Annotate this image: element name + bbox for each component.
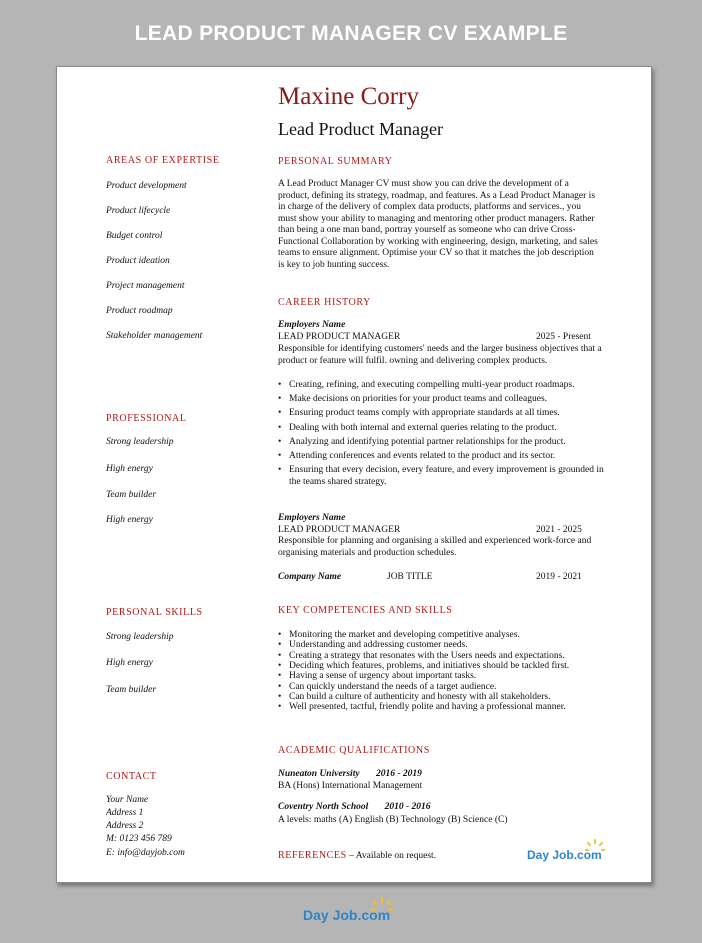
references-heading: REFERENCES [278,850,347,861]
academic-heading: ACADEMIC QUALIFICATIONS [278,745,430,756]
professional-item: High energy [106,464,153,474]
cv-page [56,66,652,883]
cv-name: Maxine Corry [278,83,419,110]
competency-item: • Creating a strategy that resonates with the Users needs and expectations. [278,651,613,663]
logo-main-text: Day Job [303,907,358,923]
job-1-employer: Employers Name [278,320,346,330]
summary-text: A Lead Product Manager CV must show you can drive the development of a product, defining its strategy, roadmap, and features. As a Lead Product Manager is in charge of the delivery of complex data products, platforms and services., you must show your ability to managing and mentoring other product managers. Rather than being a one man band, portray yourself as someone who can drive Cross-Functional Collaboration by working with engineering, design, marketing, and sales teams to ensure alignment. Optimise your CV so that it matches the job description is key to job hunting success. [278,179,598,270]
company-name: Company Name [278,572,342,582]
job-1-bullet: • Analyzing and identifying potential partner relationships for the product. [278,437,613,449]
edu-1-detail: BA (Hons) International Management [278,781,423,791]
edu-2-detail: A levels: maths (A) English (B) Technology (B) Science (C) [278,815,508,825]
professional-item: Team builder [106,490,157,500]
professional-item: High energy [106,515,153,525]
competency-item: • Understanding and addressing customer needs. [278,640,613,652]
edu-2-header [278,802,431,812]
job-1-bullets [278,380,613,491]
company-dates: 2019 - 2021 [536,572,582,582]
expertise-item: Stakeholder management [106,331,203,341]
expertise-item: Product development [106,181,187,191]
contact-address-1: Address 1 [106,808,144,818]
job-1-bullet: • Attending conferences and events related to the product and its sector. [278,451,613,463]
cv-role: Lead Product Manager [278,119,443,139]
contact-email: E: info@dayjob.com [106,848,185,858]
competencies-heading: KEY COMPETENCIES AND SKILLS [278,605,453,616]
competency-item: • Having a sense of urgency about important tasks. [278,671,613,683]
references-text: – Available on request. [349,851,437,861]
expertise-item: Product lifecycle [106,206,171,216]
job-1-bullet: • Creating, refining, and executing compelling multi-year product roadmaps. [278,380,613,392]
personal-skill-item: Team builder [106,685,157,695]
competency-item: • Monitoring the market and developing competitive analyses. [278,630,613,642]
contact-name: Your Name [106,795,149,805]
job-1-bullet: • Ensuring product teams comply with appropriate standards at all times. [278,408,613,420]
expertise-item: Budget control [106,231,163,241]
edu-1-header [278,769,422,779]
summary-heading: PERSONAL SUMMARY [278,156,393,167]
job-1-description: Responsible for identifying customers' needs and the larger business objectives that a product or feature will fulfil. owning and delivering complex products. [278,344,602,366]
edu-2-institution: Coventry North School [278,802,369,812]
job-2-title-line [278,525,608,535]
company-line [278,572,608,582]
expertise-item: Project management [106,281,185,291]
competencies-list [278,630,613,713]
contact-heading: CONTACT [106,771,157,782]
job-1-bullet: • Ensuring that every decision, every feature, and every improvement is grounded in the teams shared strategy. [278,465,613,488]
references [278,850,436,861]
personal-skill-item: Strong leadership [106,632,174,642]
competency-item: • Can quickly understand the needs of a target audience. [278,682,613,694]
competency-item: • Well presented, tactful, friendly polite and having a professional manner. [278,702,613,714]
contact-phone: M: 0123 456 789 [106,834,172,844]
logo-dot-text: .com [357,907,391,923]
job-1-bullet: • Dealing with both internal and external queries relating to the product. [278,423,613,435]
professional-heading: PROFESSIONAL [106,413,187,424]
job-2-dates: 2021 - 2025 [536,525,582,535]
career-heading: CAREER HISTORY [278,297,371,308]
competency-item: • Can build a culture of authenticity and honesty with all stakeholders. [278,692,613,704]
page-banner-title: LEAD PRODUCT MANAGER CV EXAMPLE [134,22,568,45]
personal-skill-item: High energy [106,658,153,668]
contact-address-2: Address 2 [106,821,144,831]
expertise-item: Product roadmap [106,306,173,316]
job-2-description: Responsible for planning and organising a skilled and experienced work-force and organising materials and production schedules. [278,536,592,558]
sun-icon [585,838,605,854]
job-1-dates: 2025 - Present [536,332,591,342]
company-job-title: JOB TITLE [387,572,433,582]
sun-icon [370,896,394,914]
job-1-title-line [278,332,608,342]
personal-skills-heading: PERSONAL SKILLS [106,607,203,618]
job-1-title: LEAD PRODUCT MANAGER [278,332,401,342]
expertise-heading: AREAS OF EXPERTISE [106,155,220,166]
edu-1-years: 2016 - 2019 [375,769,422,779]
logo-main-text: Day Job [527,848,574,862]
job-1-bullet: • Make decisions on priorities for your product teams and colleagues. [278,394,613,406]
job-2-title: LEAD PRODUCT MANAGER [278,525,401,535]
professional-item: Strong leadership [106,437,174,447]
edu-1-institution: Nuneaton University [278,769,360,779]
expertise-item: Product ideation [106,256,170,266]
edu-2-years: 2010 - 2016 [384,802,431,812]
job-2-employer: Employers Name [278,513,346,523]
logo-dot-text: .com [573,848,602,862]
competency-item: • Deciding which features, problems, and initiatives should be tackled first. [278,661,613,673]
